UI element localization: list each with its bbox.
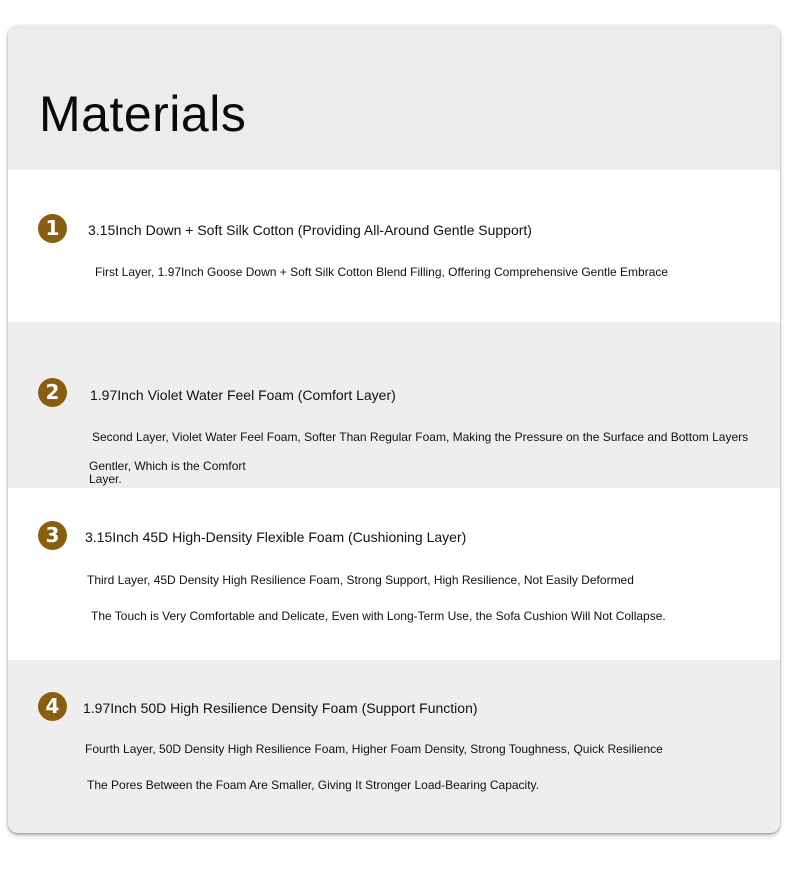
layer-description: First Layer, 1.97Inch Goose Down + Soft Silk Cotton Blend Filling, Offering Comprehensive Gentle Embrace [95,265,669,279]
layer-heading: 1.97Inch 50D High Resilience Density Foam (Support Function) [83,700,478,716]
material-layer-4 [8,660,780,833]
layer-description: Gentler, Which is the Comfort [89,459,246,473]
number-badge: 4 [38,692,67,721]
number-badge: 2 [38,378,67,407]
number-badge: 3 [38,521,67,550]
material-layer-2 [8,322,780,488]
layer-description: Third Layer, 45D Density High Resilience Foam, Strong Support, High Resilience, Not Easily Deformed [87,573,634,587]
layer-description: The Touch is Very Comfortable and Delicate, Even with Long-Term Use, the Sofa Cushion Will Not Collapse. [91,609,666,623]
layer-heading: 3.15Inch 45D High-Density Flexible Foam (Cushioning Layer) [85,529,467,545]
layer-description: Second Layer, Violet Water Feel Foam, Softer Than Regular Foam, Making the Pressure on the Surface and Bottom Layers [92,430,749,444]
layer-heading: 1.97Inch Violet Water Feel Foam (Comfort Layer) [90,387,396,403]
layer-description: Fourth Layer, 50D Density High Resilience Foam, Higher Foam Density, Strong Toughness, Quick Resilience [85,742,663,756]
layer-heading: 3.15Inch Down + Soft Silk Cotton (Providing All-Around Gentle Support) [88,222,532,238]
header-band [8,25,780,170]
material-layer-1 [8,170,780,322]
layer-description: Layer. [89,472,122,486]
number-badge: 1 [38,214,67,243]
materials-card [8,25,780,833]
layer-description: The Pores Between the Foam Are Smaller, Giving It Stronger Load-Bearing Capacity. [87,778,540,792]
page-title: Materials [39,86,247,142]
material-layer-3 [8,488,780,660]
